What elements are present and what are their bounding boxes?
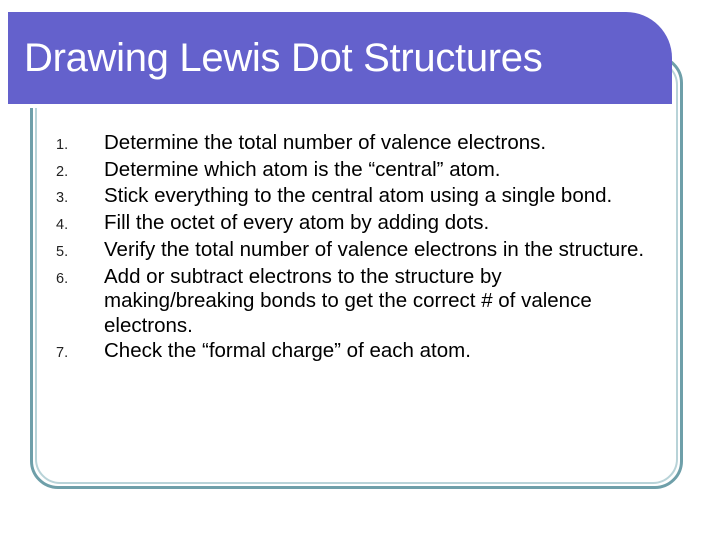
step-text: Add or subtract electrons to the structure by making/breaking bonds to get the correct # of valence electrons.: [104, 264, 592, 337]
step-number: 3.: [56, 190, 69, 207]
slide-title: Drawing Lewis Dot Structures: [24, 36, 543, 80]
step-text: Stick everything to the central atom using a single bond.: [104, 184, 613, 208]
step-text: Check the “formal charge” of each atom.: [104, 338, 471, 362]
steps-list: [56, 131, 656, 365]
step-item: [56, 131, 656, 158]
step-item: [56, 158, 656, 185]
title-underline: [28, 104, 644, 108]
step-number: 2.: [56, 163, 69, 180]
step-text: Determine the total number of valence electrons.: [104, 131, 547, 154]
step-text: Fill the octet of every atom by adding dots.: [104, 211, 490, 235]
step-number: 5.: [56, 243, 69, 260]
step-item: [56, 211, 656, 238]
step-text: Verify the total number of valence electrons in the structure.: [104, 237, 645, 261]
step-item: [56, 184, 656, 211]
title-bar: [8, 12, 672, 104]
step-number: 7.: [56, 344, 69, 361]
step-item: [56, 265, 656, 339]
step-item: [56, 339, 656, 366]
step-number: 6.: [56, 270, 69, 287]
step-text: Determine which atom is the “central” atom.: [104, 157, 501, 181]
step-number: 4.: [56, 217, 69, 234]
step-number: 1.: [56, 137, 69, 153]
step-item: [56, 238, 656, 265]
